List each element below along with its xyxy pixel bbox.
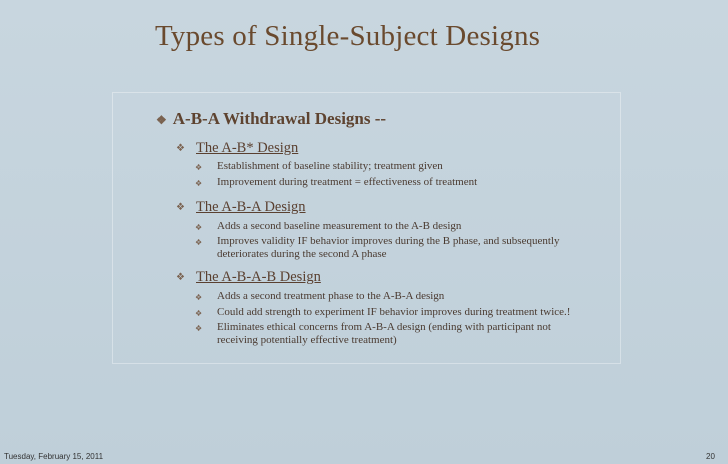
diamond-bullet-icon: ❖ — [176, 272, 185, 283]
diamond-bullet-icon: ❖ — [195, 179, 203, 188]
diamond-bullet-icon: ❖ — [156, 113, 167, 127]
main-bullet — [156, 109, 386, 129]
list-item-text: Establishment of baseline stability; treatment given — [217, 160, 443, 172]
diamond-bullet-icon: ❖ — [195, 324, 203, 333]
diamond-bullet-icon: ❖ — [176, 143, 185, 154]
page-number: 20 — [706, 452, 715, 461]
diamond-bullet-icon: ❖ — [195, 293, 203, 302]
section-heading-text: The A-B-A-B Design — [196, 269, 321, 285]
diamond-bullet-icon: ❖ — [195, 238, 203, 247]
slide-title: Types of Single-Subject Designs — [155, 20, 541, 52]
list-item-text: Improvement during treatment = effectiveness of treatment — [217, 176, 478, 188]
diamond-bullet-icon: ❖ — [176, 202, 185, 213]
main-bullet-text: A-B-A Withdrawal Designs -- — [172, 109, 387, 128]
section-heading-text: The A-B-A Design — [196, 199, 306, 215]
diamond-bullet-icon: ❖ — [195, 309, 203, 318]
list-item-text: Eliminates ethical concerns from A-B-A design (ending with participant not receiving potentially effective treatment) — [217, 321, 551, 346]
list-item-text: Adds a second baseline measurement to the A-B design — [217, 220, 462, 232]
diamond-bullet-icon: ❖ — [195, 223, 203, 232]
list-item-text: Could add strength to experiment IF behavior improves during treatment twice.! — [217, 306, 571, 318]
list-item-text: Adds a second treatment phase to the A-B-A design — [217, 290, 445, 302]
footer-date: Tuesday, February 15, 2011 — [4, 452, 104, 461]
diamond-bullet-icon: ❖ — [195, 163, 203, 172]
list-item-text: Improves validity IF behavior improves during the B phase, and subsequently deteriorates during the second A phase — [217, 235, 560, 260]
section-heading-text: The A-B* Design — [196, 140, 299, 156]
